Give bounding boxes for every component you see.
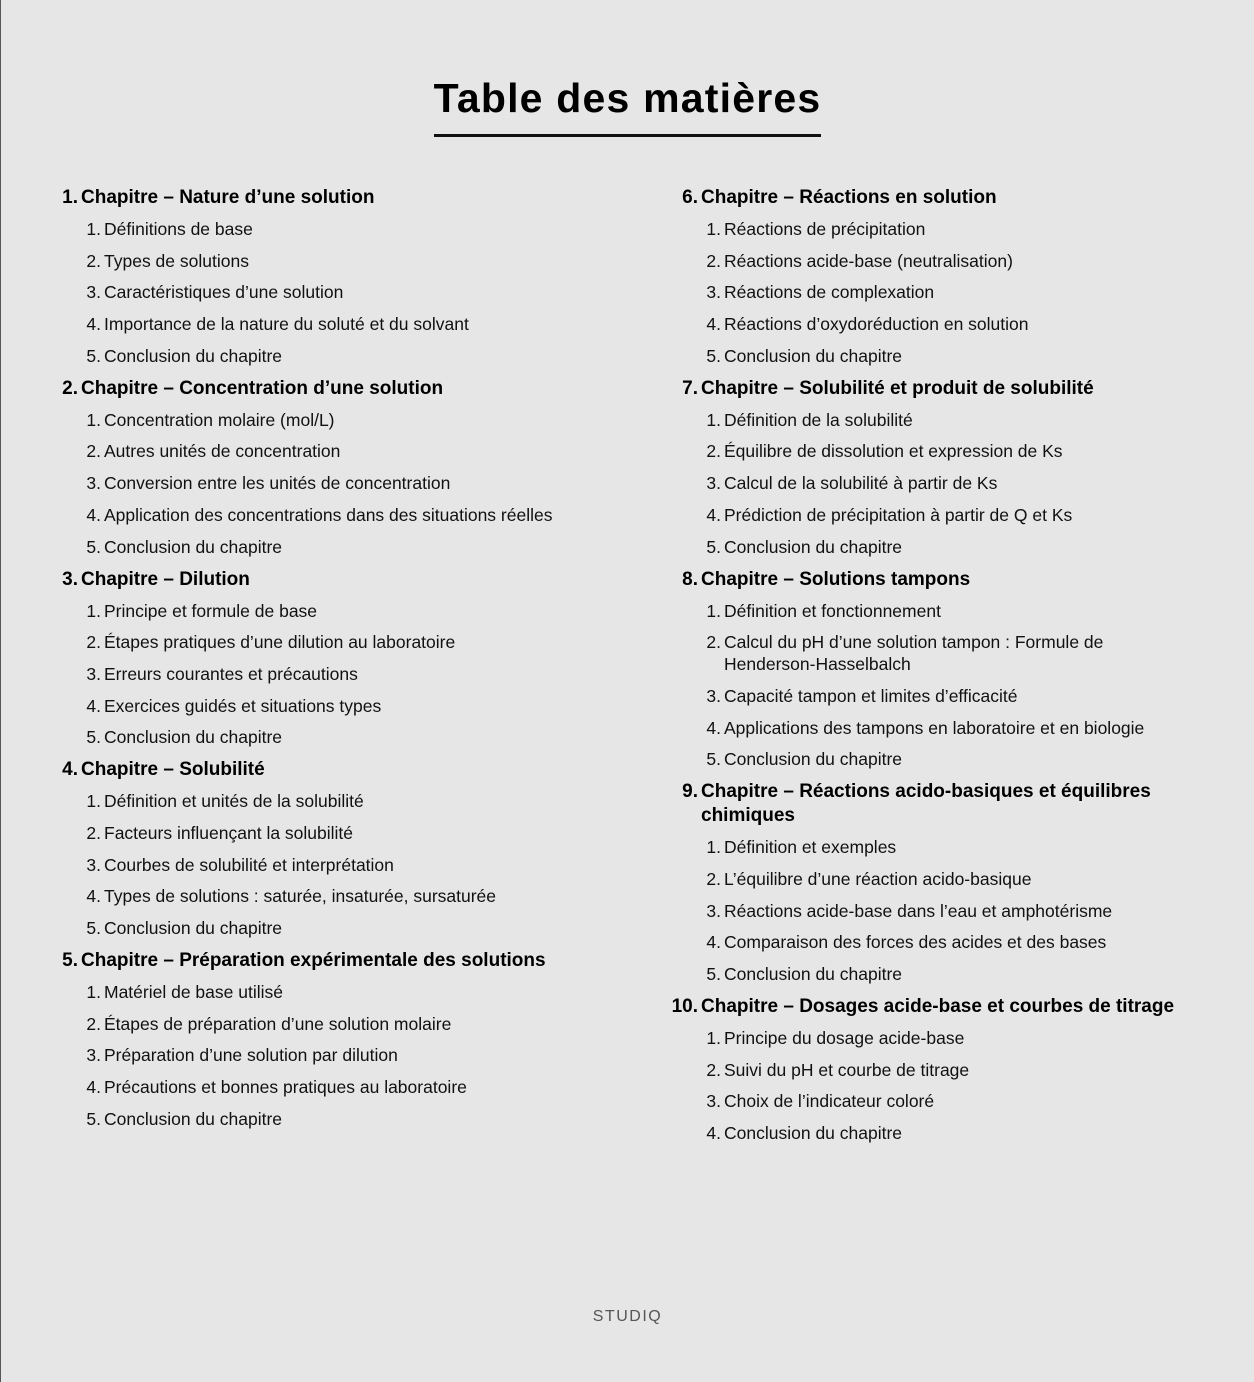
section-title: Conversion entre les unités de concentration: [104, 473, 451, 494]
toc-section-item[interactable]: [660, 1027, 1200, 1049]
section-number: 5.: [86, 918, 101, 938]
toc-chapter: [40, 758, 580, 939]
section-number: 2.: [86, 632, 101, 653]
toc-chapter: [660, 568, 1200, 771]
section-number: 4.: [86, 695, 101, 716]
section-number: 1.: [86, 791, 101, 812]
toc-section-item[interactable]: [40, 1013, 580, 1035]
toc-section-item[interactable]: [660, 963, 1200, 985]
section-number: 1.: [706, 1028, 721, 1048]
section-number: 4.: [706, 504, 721, 525]
chapter-number: 4.: [62, 759, 78, 781]
section-title: Conclusion du chapitre: [724, 345, 903, 366]
section-title: Réactions de complexation: [724, 282, 935, 303]
toc-section-item[interactable]: [660, 600, 1200, 622]
toc-section-item[interactable]: [40, 726, 580, 748]
section-number: 4.: [706, 314, 721, 335]
toc-section-item[interactable]: [660, 218, 1200, 240]
section-number: 3.: [86, 473, 101, 494]
toc-chapter: [40, 949, 580, 1130]
section-title: Concentration molaire (mol/L): [104, 409, 335, 430]
section-title: Conclusion du chapitre: [724, 964, 903, 984]
toc-chapter: [40, 186, 580, 367]
section-number: 3.: [86, 1045, 101, 1066]
section-number: 5.: [706, 345, 721, 366]
section-number: 1.: [706, 219, 721, 239]
toc-chapter: [660, 186, 1200, 367]
chapter-heading[interactable]: [660, 186, 1200, 210]
section-number: 5.: [86, 345, 101, 366]
toc-section-item[interactable]: [660, 1090, 1200, 1112]
section-list: [660, 836, 1200, 985]
section-title: Importance de la nature du soluté et du solvant: [104, 314, 469, 335]
chapter-heading[interactable]: [40, 186, 580, 210]
toc-section-item[interactable]: [40, 313, 580, 335]
section-number: 5.: [86, 536, 101, 557]
page-title: Table des matières: [434, 74, 822, 137]
section-number: 5.: [706, 964, 721, 984]
section-title: Calcul du pH d’une solution tampon : Formule de Henderson-Hasselbalch: [724, 632, 1104, 675]
toc-section-item[interactable]: [40, 981, 580, 1003]
toc-section-item[interactable]: [40, 854, 580, 876]
section-number: 5.: [706, 536, 721, 557]
section-title: Applications des tampons en laboratoire et en biologie: [724, 717, 1145, 738]
chapter-heading[interactable]: [660, 995, 1200, 1019]
section-title: Définition et exemples: [724, 837, 897, 858]
section-title: Conclusion du chapitre: [104, 536, 283, 557]
chapter-title: Chapitre – Réactions en solution: [701, 187, 997, 208]
section-title: Équilibre de dissolution et expression de Ks: [724, 441, 1063, 462]
toc-section-item[interactable]: [660, 1122, 1200, 1144]
toc-section-item[interactable]: [40, 281, 580, 303]
section-number: 4.: [706, 717, 721, 738]
toc-section-item[interactable]: [660, 836, 1200, 858]
toc-section-item[interactable]: [660, 536, 1200, 558]
section-number: 3.: [706, 685, 721, 706]
toc-section-item[interactable]: [40, 504, 580, 526]
section-number: 3.: [86, 663, 101, 684]
toc-section-item[interactable]: [40, 250, 580, 272]
chapter-title: Chapitre – Réactions acido-basiques et équilibres chimiques: [701, 781, 1151, 827]
chapter-number: 10.: [671, 996, 698, 1017]
section-title: Définition et unités de la solubilité: [104, 791, 364, 812]
chapter-title: Chapitre – Concentration d’une solution: [81, 377, 444, 399]
toc-chapter: [660, 780, 1200, 985]
chapter-heading[interactable]: [40, 758, 580, 782]
section-title: Prédiction de précipitation à partir de Q et Ks: [724, 504, 1073, 525]
section-number: 2.: [86, 441, 101, 462]
toc-section-item[interactable]: [40, 1044, 580, 1066]
section-title: Courbes de solubilité et interprétation: [104, 854, 394, 875]
section-list: [660, 409, 1200, 558]
section-title: Types de solutions : saturée, insaturée, sursaturée: [104, 886, 497, 907]
toc-section-item[interactable]: [40, 218, 580, 240]
section-title: Conclusion du chapitre: [724, 1123, 903, 1144]
chapter-title: Chapitre – Solutions tampons: [701, 568, 971, 590]
section-number: 4.: [706, 1123, 721, 1144]
toc-section-item[interactable]: [40, 1108, 580, 1130]
toc-section-item[interactable]: [40, 600, 580, 622]
toc-section-item[interactable]: [660, 250, 1200, 272]
section-title: Capacité tampon et limites d’efficacité: [724, 685, 1018, 706]
chapter-number: 5.: [62, 950, 78, 971]
chapter-title: Chapitre – Dosages acide-base et courbes de titrage: [701, 996, 1175, 1017]
chapter-heading[interactable]: [40, 568, 580, 592]
section-title: Définition et fonctionnement: [724, 600, 941, 621]
section-number: 4.: [86, 886, 101, 907]
section-title: Erreurs courantes et précautions: [104, 663, 358, 684]
section-number: 5.: [86, 727, 101, 748]
footer-brand: STUDIQ: [592, 1308, 663, 1325]
section-list: [40, 600, 580, 749]
section-number: 4.: [86, 1077, 101, 1098]
toc-section-item[interactable]: [660, 1059, 1200, 1081]
section-number: 2.: [706, 441, 721, 462]
section-number: 5.: [86, 1108, 101, 1129]
section-number: 1.: [86, 982, 101, 1002]
chapter-number: 8.: [682, 568, 698, 590]
chapter-heading[interactable]: [660, 780, 1200, 828]
chapter-title: Chapitre – Solubilité: [81, 759, 265, 781]
toc-chapter: [40, 377, 580, 558]
toc-section-item[interactable]: [660, 717, 1200, 739]
section-title: Types de solutions: [104, 250, 249, 271]
section-title: Conclusion du chapitre: [104, 727, 283, 748]
section-title: Application des concentrations dans des situations réelles: [104, 504, 553, 525]
chapter-title: Chapitre – Nature d’une solution: [81, 187, 375, 208]
toc-section-item[interactable]: [40, 631, 580, 653]
section-list: [40, 409, 580, 558]
chapter-number: 7.: [682, 377, 698, 399]
toc-chapter: [660, 377, 1200, 558]
section-number: 2.: [706, 868, 721, 889]
section-title: Comparaison des forces des acides et des bases: [724, 932, 1107, 953]
section-title: Principe du dosage acide-base: [724, 1028, 965, 1048]
toc-section-item[interactable]: [660, 281, 1200, 303]
chapter-heading[interactable]: [40, 377, 580, 401]
section-list: [660, 600, 1200, 771]
section-title: Suivi du pH et courbe de titrage: [724, 1059, 970, 1080]
section-list: [660, 218, 1200, 367]
section-number: 1.: [86, 219, 101, 239]
section-number: 3.: [706, 282, 721, 303]
chapter-heading[interactable]: [660, 568, 1200, 592]
section-title: Autres unités de concentration: [104, 441, 341, 462]
section-title: Réactions acide-base dans l’eau et amphotérisme: [724, 900, 1113, 921]
toc-section-item[interactable]: [40, 345, 580, 367]
section-title: Préparation d’une solution par dilution: [104, 1045, 398, 1066]
section-number: 1.: [86, 600, 101, 621]
toc-section-item[interactable]: [660, 504, 1200, 526]
section-title: Exercices guidés et situations types: [104, 695, 382, 716]
toc-section-item[interactable]: [40, 1076, 580, 1098]
toc-section-item[interactable]: [660, 440, 1200, 462]
section-number: 2.: [706, 1059, 721, 1080]
toc-section-item[interactable]: [40, 663, 580, 685]
toc-section-item[interactable]: [660, 472, 1200, 494]
toc-section-item[interactable]: [40, 440, 580, 462]
section-number: 4.: [706, 932, 721, 953]
section-title: Conclusion du chapitre: [724, 536, 903, 557]
section-number: 5.: [706, 749, 721, 770]
section-title: Conclusion du chapitre: [724, 749, 903, 770]
page-header: [1, 74, 1254, 137]
section-number: 1.: [706, 600, 721, 621]
chapter-heading[interactable]: [40, 949, 580, 973]
section-number: 2.: [86, 250, 101, 271]
section-title: Définitions de base: [104, 219, 253, 239]
toc-section-item[interactable]: [40, 695, 580, 717]
chapter-number: 1.: [62, 187, 78, 208]
section-title: Facteurs influençant la solubilité: [104, 822, 354, 843]
section-title: Caractéristiques d’une solution: [104, 282, 344, 303]
section-number: 3.: [706, 473, 721, 494]
chapter-number: 6.: [682, 187, 698, 208]
toc-column-right: [660, 186, 1200, 1154]
chapter-number: 2.: [62, 377, 78, 399]
section-title: L’équilibre d’une réaction acido-basique: [724, 868, 1032, 889]
toc-section-item[interactable]: [660, 685, 1200, 707]
section-list: [40, 981, 580, 1130]
toc-section-item[interactable]: [660, 345, 1200, 367]
section-number: 3.: [86, 854, 101, 875]
section-number: 1.: [86, 409, 101, 430]
section-number: 3.: [86, 282, 101, 303]
section-title: Matériel de base utilisé: [104, 982, 283, 1002]
chapter-number: 3.: [62, 568, 78, 590]
toc-section-item[interactable]: [660, 748, 1200, 770]
toc-section-item[interactable]: [660, 313, 1200, 335]
toc-section-item[interactable]: [660, 868, 1200, 890]
section-title: Étapes pratiques d’une dilution au laboratoire: [104, 632, 456, 653]
section-title: Conclusion du chapitre: [104, 1108, 283, 1129]
toc-section-item[interactable]: [660, 900, 1200, 922]
section-number: 4.: [86, 314, 101, 335]
section-title: Conclusion du chapitre: [104, 345, 283, 366]
chapter-heading[interactable]: [660, 377, 1200, 401]
toc-column-left: [40, 186, 580, 1140]
toc-section-item[interactable]: [660, 409, 1200, 431]
section-number: 2.: [706, 250, 721, 271]
section-number: 3.: [706, 900, 721, 921]
section-title: Choix de l’indicateur coloré: [724, 1091, 935, 1112]
section-number: 4.: [86, 504, 101, 525]
section-title: Définition de la solubilité: [724, 409, 913, 430]
section-title: Réactions acide-base (neutralisation): [724, 250, 1013, 271]
toc-chapter: [40, 568, 580, 749]
section-title: Étapes de préparation d’une solution molaire: [104, 1013, 452, 1034]
toc-section-item[interactable]: [40, 536, 580, 558]
toc-section-item[interactable]: [40, 472, 580, 494]
section-number: 1.: [706, 409, 721, 430]
section-list: [660, 1027, 1200, 1144]
section-number: 3.: [706, 1091, 721, 1112]
chapter-title: Chapitre – Dilution: [81, 568, 250, 590]
toc-chapter: [660, 995, 1200, 1144]
section-title: Conclusion du chapitre: [104, 918, 283, 938]
chapter-title: Chapitre – Préparation expérimentale des solutions: [81, 950, 546, 971]
toc-section-item[interactable]: [40, 822, 580, 844]
section-title: Réactions de précipitation: [724, 219, 926, 239]
toc-section-item[interactable]: [40, 885, 580, 907]
toc-section-item[interactable]: [40, 917, 580, 939]
toc-section-item[interactable]: [660, 631, 1200, 675]
toc-section-item[interactable]: [660, 931, 1200, 953]
toc-section-item[interactable]: [40, 790, 580, 812]
section-number: 2.: [86, 822, 101, 843]
section-number: 2.: [86, 1013, 101, 1034]
chapter-title: Chapitre – Solubilité et produit de solubilité: [701, 377, 1094, 399]
section-list: [40, 790, 580, 939]
section-title: Principe et formule de base: [104, 600, 318, 621]
section-list: [40, 218, 580, 367]
section-title: Calcul de la solubilité à partir de Ks: [724, 473, 998, 494]
section-number: 1.: [706, 837, 721, 858]
section-number: 2.: [706, 632, 721, 653]
chapter-number: 9.: [682, 781, 698, 803]
section-title: Précautions et bonnes pratiques au laboratoire: [104, 1077, 467, 1098]
section-title: Réactions d’oxydoréduction en solution: [724, 314, 1029, 335]
toc-section-item[interactable]: [40, 409, 580, 431]
